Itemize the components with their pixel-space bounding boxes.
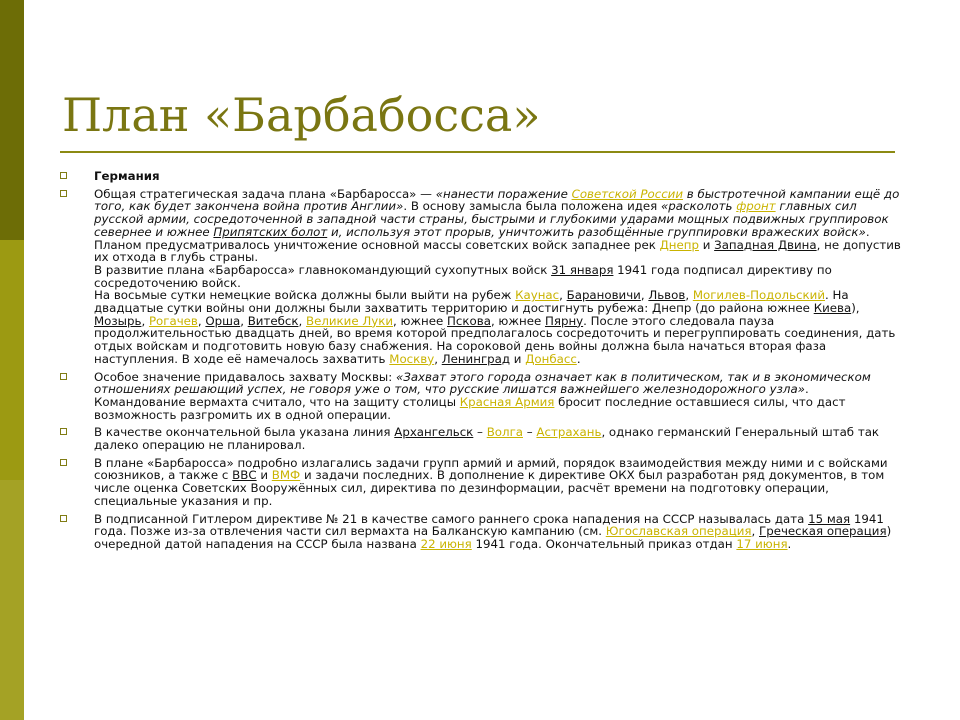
hyperlink[interactable]: Днепр (659, 237, 699, 252)
text-run: . Планом предусматривалось уничтожение основной массы советских войск западнее рек (94, 224, 870, 252)
bullet-item-germany (58, 170, 908, 183)
text-run: в быстротечной кампании ещё до того, как будет закончена война против Англии» (94, 186, 900, 214)
text-run: ), (851, 301, 860, 316)
text-run: и, используя этот прорыв, уничтожить разобщённые группировки вражеских войск» (327, 224, 866, 239)
text-run: 1941 года подписал директиву по сосредоточению войск. (94, 262, 832, 290)
text-run: – (523, 425, 537, 440)
bullet-item-dates (58, 513, 908, 551)
underlined-term: Западная Двина (714, 237, 817, 252)
text-run: и (510, 351, 526, 366)
text-run: В развитие плана «Барбаросса» главнокомандующий сухопутных войск (94, 262, 552, 277)
hyperlink[interactable]: Великие Луки (305, 313, 393, 328)
text-run: В плане «Барбаросса» подробно излагались задачи групп армий и армий, порядок взаимодействия между ними и с войсками союзников, а также с (94, 455, 888, 483)
paragraph-army-tasks (94, 457, 908, 508)
underlined-term: 31 января (551, 262, 614, 277)
text-run: , (141, 313, 149, 328)
underlined-term: Барановичи (566, 288, 641, 303)
underlined-term: ВВС (232, 468, 257, 483)
text-run: В подписанной Гитлером директиве № 21 в качестве самого раннего срока нападения на СССР называлась дата (94, 511, 809, 526)
hyperlink[interactable]: фронт (736, 199, 776, 214)
hyperlink[interactable]: Донбасс (525, 351, 577, 366)
square-bullet-icon (60, 459, 67, 466)
square-bullet-icon (60, 172, 67, 179)
hyperlink[interactable]: ВМФ (271, 468, 301, 483)
text-run: , (434, 351, 442, 366)
underlined-term: Киева (813, 301, 852, 316)
paragraph-directive (94, 264, 908, 289)
paragraph-attack-dates (94, 513, 908, 551)
square-bullet-icon (60, 190, 67, 197)
bullet-item-tasks (58, 457, 908, 508)
hyperlink[interactable]: Рогачев (148, 313, 198, 328)
text-run: На восьмые сутки немецкие войска должны были выйти на рубеж (94, 288, 516, 303)
text-run: . (804, 382, 809, 397)
hyperlink[interactable]: Волга (486, 425, 523, 440)
text-run: , (640, 288, 649, 303)
underlined-term: Ленинград (441, 351, 511, 366)
hyperlink[interactable]: Каунас (515, 288, 560, 303)
hyperlink[interactable]: Югославская операция (605, 524, 752, 539)
text-run: . (787, 536, 792, 551)
hyperlink[interactable]: 22 июня (420, 536, 472, 551)
bullet-item-final-line (58, 426, 908, 451)
underlined-term: Мозырь (94, 313, 142, 328)
text-run: «расколоть (661, 199, 737, 214)
sidebar-band-bottom (0, 480, 24, 720)
text-run: . На двадцатые сутки войны они должны были захватить территорию и достигнуть рубежа: Днепр (до района южнее (94, 288, 849, 316)
paragraph-moscow-quote (94, 371, 908, 396)
text-run: , (751, 524, 760, 539)
square-bullet-icon (60, 515, 67, 522)
hyperlink[interactable]: Советской России (571, 186, 684, 201)
hyperlink[interactable]: Красная Армия (459, 394, 555, 409)
bullet-item-moscow (58, 371, 908, 422)
text-run: Общая стратегическая задача плана «Барбаросса» — (94, 186, 436, 201)
underlined-term: Архангельск (394, 425, 474, 440)
underlined-term: 15 мая (808, 511, 851, 526)
bullet-heading: Германия (94, 169, 160, 183)
text-run: , не допустив их отхода в глубь страны. (94, 237, 901, 265)
text-run: . После этого следовала пауза продолжительностью двадцать дней, во время которой предполагалось сосредоточить и перегруппировать соединения, дать отдых войскам и подготовить новую базу снабжения. На сороковой день войны должна была начаться вторая фаза наступления. В ходе её намечалось захватить (94, 313, 896, 366)
text-run: ) очередной датой нападения на СССР была названа (94, 524, 892, 551)
slide-content (58, 170, 908, 556)
text-run: Особое значение придавалось захвату Москвы: (94, 369, 396, 384)
text-run: , (559, 288, 567, 303)
text-run: Командование вермахта считало, что на защиту столицы (94, 394, 460, 409)
text-run: В качестве окончательной была указана линия (94, 425, 395, 440)
text-run: и (256, 468, 272, 483)
hyperlink[interactable]: Москву (389, 351, 435, 366)
text-run: . (576, 351, 581, 366)
underlined-term: Греческая операция (759, 524, 887, 539)
text-run: , южнее (490, 313, 545, 328)
hyperlink[interactable]: Могилев-Подольский (692, 288, 825, 303)
text-run: «нанести поражение (435, 186, 572, 201)
paragraph-command-opinion (94, 396, 908, 421)
text-run: бросит последние оставшиеся силы, что даст возможность разгромить их в одной операции. (94, 394, 846, 422)
text-run: главных сил русской армии, сосредоточенной в западной части страны, быстрыми и глубокими ударами мощных подвижных группировок севернее и южнее (94, 199, 889, 239)
text-run: и задачи последних. В дополнение к директиве ОКХ был разработан ряд документов, в том числе оценка Советских Вооружённых сил, директива по дезинформации, расчёт времени на подготовку операции, специальные указания и пр. (94, 468, 885, 508)
text-run: , (240, 313, 248, 328)
square-bullet-icon (60, 428, 67, 435)
slide-title: План «Барбабосса» (62, 88, 541, 142)
square-bullet-icon (60, 373, 67, 380)
sidebar-band-middle (0, 240, 24, 480)
title-divider (60, 151, 895, 153)
text-run: . В основу замысла была положена идея (403, 199, 662, 214)
underlined-term: Пскова (447, 313, 491, 328)
text-run: 1941 года. Позже из-за отвлечения части сил вермахта на Балканскую кампанию (см. (94, 511, 884, 539)
hyperlink[interactable]: 17 июня (736, 536, 788, 551)
text-run: , однако германский Генеральный штаб так далеко операцию не планировал. (94, 425, 880, 453)
text-run: , (685, 288, 693, 303)
text-run: «Захват этого города означает как в политическом, так и в экономическом отношениях решающий успех, не говоря уже о том, что русские лишатся важнейшего железнодорожного узла» (94, 369, 871, 397)
text-run: , южнее (393, 313, 448, 328)
text-run: , (197, 313, 206, 328)
sidebar-decoration (0, 0, 24, 720)
sidebar-band-top (0, 0, 24, 240)
text-run: 1941 года. Окончательный приказ отдан (471, 536, 737, 551)
hyperlink[interactable]: Астрахань (536, 425, 602, 440)
underlined-term: Припятских болот (213, 224, 328, 239)
paragraph-final-line (94, 426, 908, 451)
paragraph-strategic-task (94, 188, 908, 264)
underlined-term: Пярну (544, 313, 584, 328)
bullet-item-strategy (58, 188, 908, 366)
text-run: , (298, 313, 306, 328)
text-run: – (473, 425, 487, 440)
paragraph-phases (94, 289, 908, 365)
underlined-term: Орша (205, 313, 241, 328)
underlined-term: Витебск (247, 313, 299, 328)
text-run: и (698, 237, 715, 252)
underlined-term: Львов (648, 288, 686, 303)
